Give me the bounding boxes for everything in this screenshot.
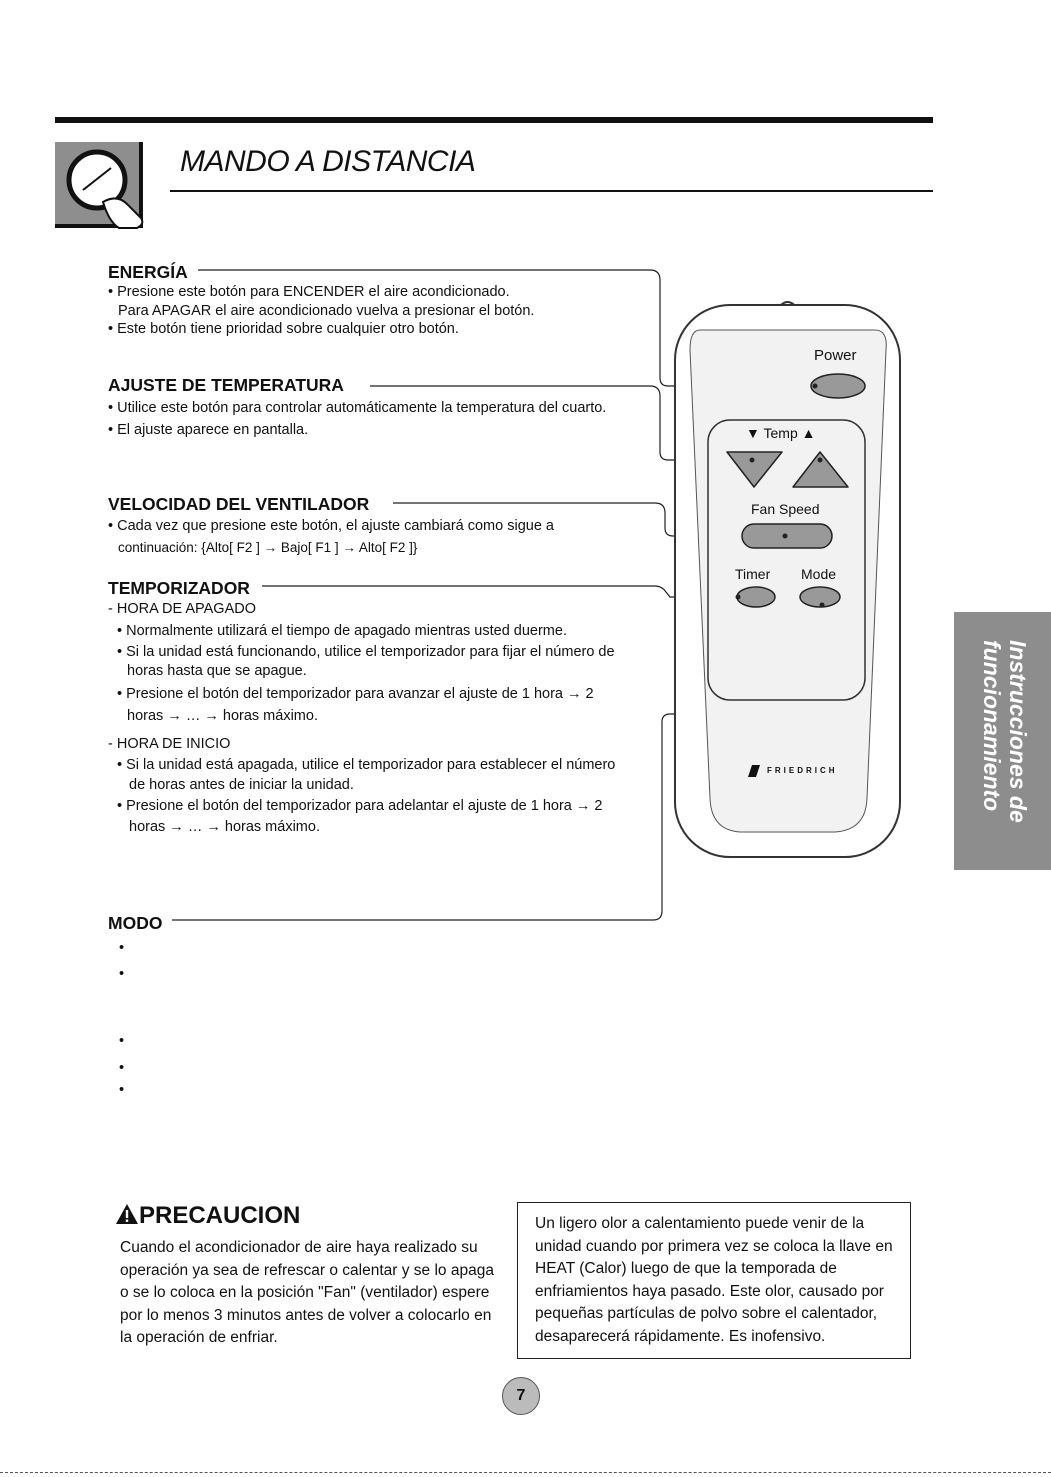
temporizador-heading: TEMPORIZADOR: [108, 578, 250, 598]
note-text: Un ligero olor a calentamiento puede venir de la unidad cuando por primera vez se coloca la llave en HEAT (Calor) luego de que la temporada de enfriamientos haya pasado. Este olor, causado por pequeñas partículas de polvo sobre el calentador, desaparecerá rápidamente. Es inofensivo.: [535, 1215, 893, 1345]
modo-heading: MODO: [108, 913, 163, 933]
fan-speed-label: Fan Speed: [751, 501, 820, 517]
temperatura-heading: AJUSTE DE TEMPERATURA: [108, 375, 344, 395]
apagado-line-4: • Presione el botón del temporizador para avanzar el ajuste de 1 hora → 2: [117, 686, 594, 702]
cut-line: [0, 1472, 1051, 1473]
page-title: MANDO A DISTANCIA: [180, 145, 476, 178]
hora-apagado-heading: - HORA DE APAGADO: [108, 601, 256, 617]
apagado-line-1: • Normalmente utilizará el tiempo de apagado mientras usted duerme.: [117, 623, 567, 639]
caution-title: [115, 1202, 300, 1230]
energia-line-1: • Presione este botón para ENCENDER el aire acondicionado.: [108, 284, 510, 300]
apagado-line-3: horas hasta que se apague.: [127, 663, 307, 679]
modo-bullet-4: •: [119, 1060, 125, 1076]
inicio-line-1: • Si la unidad está apagada, utilice el temporizador para establecer el número: [117, 757, 616, 773]
side-tab-line-2: funcionamiento: [979, 640, 1005, 812]
temperatura-line-2: • El ajuste aparece en pantalla.: [108, 422, 309, 438]
energia-line-3: • Este botón tiene prioridad sobre cualquier otro botón.: [108, 321, 459, 337]
apagado-line-2: • Si la unidad está funcionando, utilice el temporizador para fijar el número de: [117, 644, 615, 660]
hora-inicio-heading: - HORA DE INICIO: [108, 736, 231, 752]
ventilador-heading: VELOCIDAD DEL VENTILADOR: [108, 494, 370, 514]
temperatura-line-1: • Utilice este botón para controlar automáticamente la temperatura del cuarto.: [108, 400, 607, 416]
energia-line-2: Para APAGAR el aire acondicionado vuelva a presionar el botón.: [118, 303, 535, 319]
mode-label: Mode: [801, 566, 837, 582]
apagado-line-5: horas → … → horas máximo.: [127, 708, 318, 724]
temp-label: ▼ Temp ▲: [746, 425, 816, 441]
brand-label: FRIEDRICH: [767, 766, 838, 775]
ventilador-line-2: continuación: {Alto[ F2 ] → Bajo[ F1 ] → Alto[ F2 ]}: [118, 540, 418, 555]
inicio-line-4: horas → … → horas máximo.: [129, 819, 320, 835]
energia-heading: ENERGÍA: [108, 262, 188, 282]
modo-bullet-2: •: [119, 966, 125, 982]
timer-label: Timer: [735, 566, 771, 582]
caution-text: Cuando el acondicionador de aire haya realizado su operación ya sea de refrescar o calentar y se lo apaga o se lo coloca en la posición "Fan" (ventilador) espere por lo menos 3 minutos antes de volver a colocarlo en la operación de enfriar.: [120, 1239, 494, 1346]
page-number: 7: [502, 1377, 540, 1415]
side-tab-line-1: Instrucciones de: [1005, 640, 1031, 823]
modo-bullet-3: •: [119, 1033, 125, 1049]
modo-bullet-1: •: [119, 940, 125, 956]
section-side-tab: [954, 612, 1051, 870]
inicio-line-2: de horas antes de iniciar la unidad.: [129, 777, 354, 793]
inicio-line-3: • Presione el botón del temporizador para adelantar el ajuste de 1 hora → 2: [117, 798, 603, 814]
modo-bullet-5: •: [119, 1082, 125, 1098]
ventilador-line-1: • Cada vez que presione este botón, el ajuste cambiará como sigue a: [108, 518, 554, 534]
caution-title-text: PRECAUCION: [139, 1202, 301, 1229]
power-label: Power: [814, 347, 857, 364]
warning-icon: [115, 1203, 139, 1225]
